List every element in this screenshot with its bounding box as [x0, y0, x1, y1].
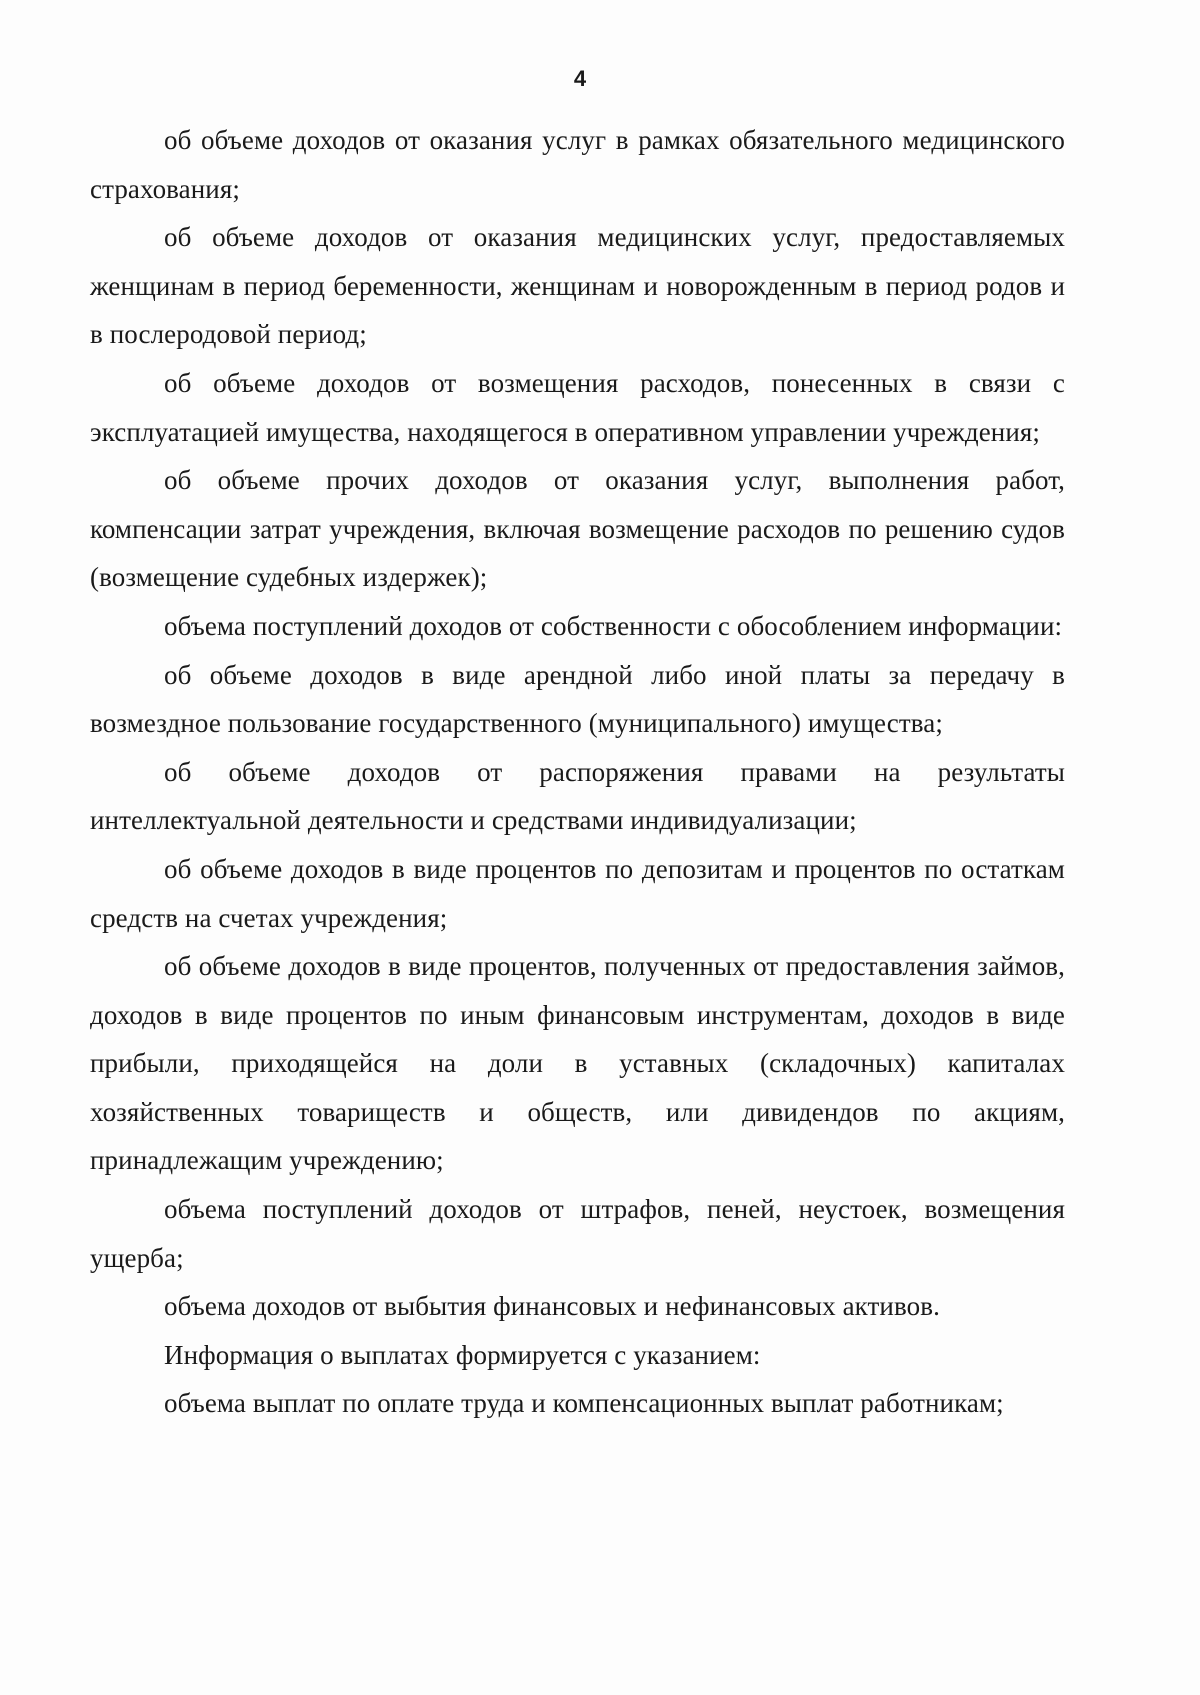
paragraph: объема доходов от выбытия финансовых и нефинансовых активов.	[164, 1291, 940, 1322]
paragraph: об объеме доходов в виде процентов по депозитам и процентов по остаткам средств на счетах учреждения;	[90, 853, 1065, 933]
page-number: 4	[573, 66, 587, 91]
paragraph: объема поступлений доходов от собственности с обособлением информации:	[164, 610, 1063, 641]
paragraph: об объеме прочих доходов от оказания услуг, выполнения работ, компенсации затрат учреждения, включая возмещение расходов по решению судов (возмещение судебных издержек);	[90, 465, 1065, 593]
paragraph: Информация о выплатах формируется с указанием:	[164, 1339, 761, 1370]
document-body	[90, 116, 1065, 1428]
paragraph: об объеме доходов в виде процентов, полученных от предоставления займов, доходов в виде процентов по иным финансовым инструментам, доходов в виде прибыли, приходящейся на доли в уставных (складочных) капиталах хозяйственных товариществ и обществ, или дивидендов по акциям, принадлежащим учреждению;	[90, 951, 1065, 1176]
paragraph: об объеме доходов от оказания медицинских услуг, предоставляемых женщинам в период беременности, женщинам и новорожденным в период родов и в послеродовой период;	[90, 222, 1065, 350]
paragraph: об объеме доходов от оказания услуг в рамках обязательного медицинского страхования;	[90, 125, 1065, 204]
paragraph: объема выплат по оплате труда и компенсационных выплат работникам;	[164, 1388, 1004, 1419]
paragraph: об объеме доходов от распоряжения правами на результаты интеллектуальной деятельности и средствами индивидуализации;	[90, 756, 1065, 836]
paragraph: объема поступлений доходов от штрафов, пеней, неустоек, возмещения ущерба;	[90, 1194, 1065, 1273]
paragraph: об объеме доходов от возмещения расходов, понесенных в связи с эксплуатацией имущества, находящегося в оперативном управлении учреждения;	[90, 367, 1065, 447]
paragraph: об объеме доходов в виде арендной либо иной платы за передачу в возмездное пользование государственного (муниципального) имущества;	[90, 659, 1065, 739]
